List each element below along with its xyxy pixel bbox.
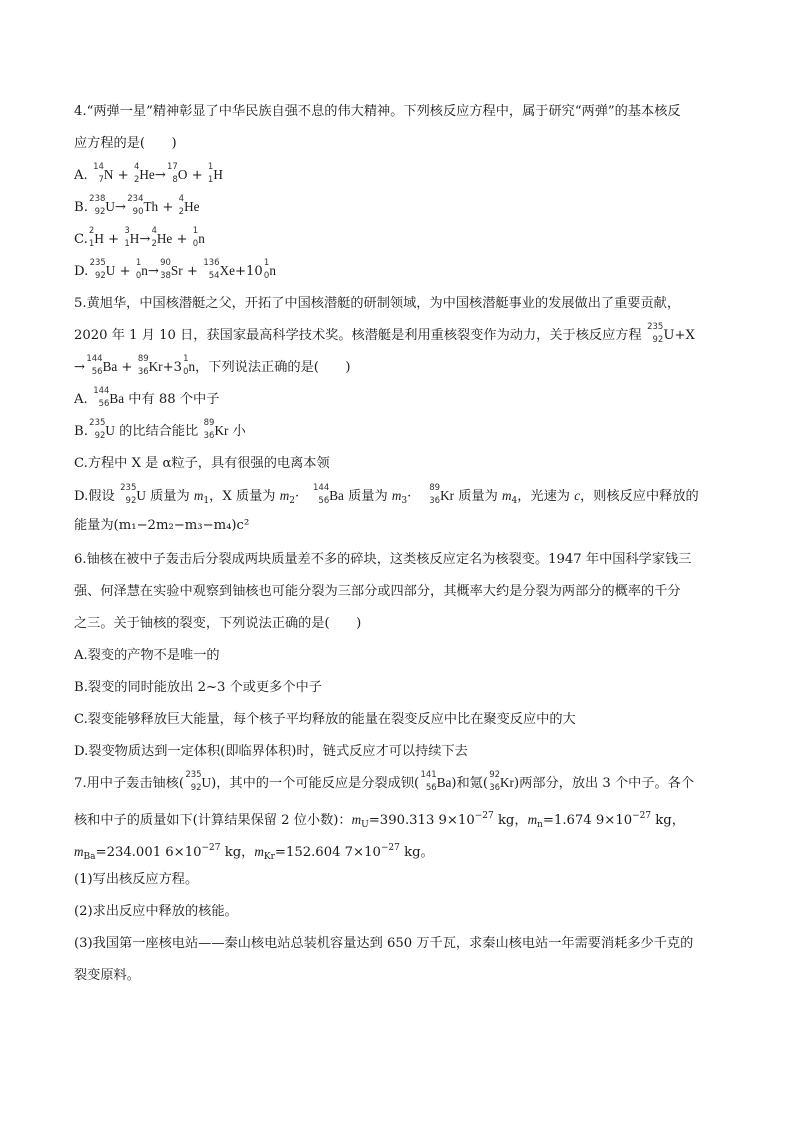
atomic-number: 92 (94, 206, 106, 217)
mass-number: 1 (207, 162, 214, 172)
atomic-number: 1 (124, 238, 130, 249)
mass-number: 234 (127, 194, 144, 204)
atomic-number: 54 (208, 270, 220, 281)
mass-number: 2 (88, 226, 95, 236)
element-symbol: Ba (109, 391, 125, 406)
atomic-number: 2 (178, 206, 185, 217)
atomic-number: 92 (125, 495, 137, 506)
mass-number: 92 (489, 770, 501, 780)
mass-number: 238 (89, 194, 106, 204)
mass-number: 235 (185, 770, 202, 780)
element-symbol: U (105, 263, 116, 278)
nuclide-ba144 (92, 386, 125, 409)
atomic-number: 1 (88, 238, 95, 249)
element-symbol: Kr (148, 359, 163, 374)
q6-stem-line1: 6.铀核在被中子轰击后分裂成两块质量差不多的碎块，这类核反应定名为核裂变。1947 年中国科学家钱三 (74, 552, 692, 567)
nuclide-th234 (126, 194, 159, 217)
atomic-number: 56 (98, 398, 110, 409)
nuclide-h1 (207, 162, 223, 185)
element-symbol: Xe (219, 263, 235, 278)
q5-stem-line1: 5.黄旭华，中国核潜艇之父，开拓了中国核潜艇的研制领域，为中国核潜艇事业的发展做出了重要贡献， (74, 296, 681, 311)
atomic-number: 36 (429, 495, 441, 506)
nuclide-kr89 (202, 418, 229, 441)
q5-option-d-line2: 能量为(m₁−2m₂−m₃−m₄)c² (74, 518, 250, 533)
q5-stem-line2: 2020 年 1 月 10 日，获国家最高科学技术奖。核潜艇是利用重核裂变作为动力，关于核反应方程 235 92 U+X (74, 322, 695, 345)
mass-number: 235 (647, 322, 664, 332)
element-symbol: Kr (440, 488, 455, 503)
q7-sub1: (1)写出核反应方程。 (74, 872, 199, 887)
mass-number: 89 (429, 483, 441, 493)
nuclide-he4 (150, 226, 173, 249)
nuclide-u235 (646, 322, 664, 345)
mass-number: 89 (203, 418, 215, 428)
mass-number: 141 (420, 770, 437, 780)
element-symbol: H (213, 167, 223, 182)
nuclide-h2 (88, 226, 104, 249)
q5-option-a: A. 144 56 Ba 中有 88 个中子 (74, 386, 220, 409)
atomic-number: 92 (94, 270, 106, 281)
atomic-number: 92 (652, 334, 664, 345)
atomic-number: 36 (489, 782, 501, 793)
element-symbol: Kr (500, 775, 514, 790)
q7-stem-line1: 7.用中子轰击铀核( 235 92 U)，其中的一个可能反应是分裂成钡( 141 56 Ba)和氪( 92 36 Kr)两部分，放出 3 个中子。各个 (74, 770, 695, 793)
q6-option-b: B.裂变的同时能放出 2~3 个或更多个中子 (74, 680, 322, 695)
nuclide-he4 (178, 194, 200, 217)
element-symbol: U (105, 423, 115, 438)
nuclide-kr89 (428, 483, 455, 506)
mass-number: 4 (151, 226, 157, 236)
element-symbol: H (129, 231, 140, 246)
atomic-number: 0 (183, 366, 189, 377)
element-symbol: He (156, 231, 173, 246)
nuclide-u235 (88, 418, 115, 441)
mass-number: 14 (93, 162, 104, 172)
nuclide-sr90 (159, 258, 183, 281)
q6-option-c: C.裂变能够释放巨大能量，每个核子平均释放的能量在裂变反应中比在聚变反应中的大 (74, 712, 576, 727)
atomic-number: 1 (207, 174, 214, 185)
mass-number: 4 (133, 162, 140, 172)
atomic-number: 56 (91, 366, 103, 377)
element-symbol: Ba (329, 488, 344, 503)
mass-number: 89 (137, 354, 149, 364)
nuclide-xe136 (202, 258, 235, 281)
mass-number: 1 (135, 258, 142, 268)
element-symbol: N (103, 167, 114, 182)
element-symbol: H (94, 231, 104, 246)
nuclide-n1 (263, 258, 276, 281)
element-symbol: He (139, 167, 155, 182)
mass-number: 144 (313, 483, 330, 493)
nuclide-u235 (184, 770, 212, 793)
atomic-number: 7 (98, 174, 104, 185)
atomic-number: 92 (94, 430, 106, 441)
nuclide-u238 (88, 194, 115, 217)
element-symbol: He (184, 199, 200, 214)
element-symbol: n (198, 231, 205, 246)
atomic-number: 90 (132, 206, 144, 217)
q4-option-a: A. 14 7 N + 4 2 He→ 17 8 O + 1 1 H (74, 162, 223, 185)
nuclide-u235 (119, 483, 146, 506)
nuclide-kr89 (137, 354, 163, 377)
q7-stem-line3: $m_{Ba}=234.001$ $6\times 10^{-27}$ kg，$m_{Kr}=152.604$ $7\times 10^{-27}$ kg。 (74, 843, 434, 862)
mass-number: 136 (203, 258, 220, 268)
q5-stem-line3: → 144 56 Ba + 89 36 Kr+3 1 0 n，下列说法正确的是( ) (74, 354, 351, 377)
q5-option-d-line1: D.假设 235 92 U 质量为 $m_1$，X 质量为 $m_2\cdot$ 144 56 Ba 质量为 $m_3\cdot$ 89 36 Kr 质量为 $m_4$，光速为 c，则核反应中释放的 (74, 483, 699, 506)
q7-sub3-line1: (3)我国第一座核电站——秦山核电站总装机容量达到 650 万千瓦，求秦山核电站一年需要消耗多少千克的 (74, 936, 694, 951)
element-symbol: O (177, 167, 188, 182)
mass-number: 90 (160, 258, 171, 268)
atomic-number: 0 (263, 270, 270, 281)
element-symbol: Sr (170, 263, 183, 278)
q7-sub3-line2: 裂变原料。 (74, 968, 140, 983)
mass-number: 4 (178, 194, 185, 204)
q6-stem-line3: 之三。关于铀核的裂变，下列说法正确的是( ) (74, 616, 362, 631)
atomic-number: 36 (137, 366, 149, 377)
nuclide-n1 (182, 354, 196, 377)
nuclide-n14 (92, 162, 114, 185)
mass-number: 3 (124, 226, 130, 236)
element-symbol: n (188, 359, 196, 374)
q4-option-d: D. 235 92 U + 1 0 n→ 90 38 Sr + 136 54 Xe+10 1 0 n (74, 258, 276, 281)
q4-option-b: B. 238 92 U→ 234 90 Th + 4 2 He (74, 194, 200, 217)
atomic-number: 56 (425, 782, 437, 793)
nuclide-kr92 (488, 770, 514, 793)
atomic-number: 2 (133, 174, 140, 185)
atomic-number: 2 (151, 238, 157, 249)
mass-number: 144 (93, 386, 110, 396)
mass-number: 1 (183, 354, 189, 364)
element-symbol: n (141, 263, 148, 278)
q5-option-b: B. 235 92 U 的比结合能比 89 36 Kr 小 (74, 418, 246, 441)
mass-number: 1 (192, 226, 199, 236)
q4-stem-line2: 应方程的是( ) (74, 136, 177, 151)
mass-number: 17 (167, 162, 178, 172)
element-symbol: U (105, 199, 115, 214)
mass-number: 235 (120, 483, 137, 493)
atomic-number: 0 (192, 238, 199, 249)
q4-option-c: C. 2 1 H + 3 1 H→ 4 2 He + 1 0 n (74, 226, 205, 249)
nuclide-h3 (123, 226, 140, 249)
q6-option-a: A.裂变的产物不是唯一的 (74, 648, 220, 663)
mass-number: 1 (263, 258, 270, 268)
nuclide-ba144 (85, 354, 118, 377)
atomic-number: 36 (203, 430, 215, 441)
mass-number: 235 (89, 258, 106, 268)
atomic-number: 0 (135, 270, 142, 281)
atomic-number: 56 (318, 495, 330, 506)
element-symbol: Kr (214, 423, 229, 438)
element-symbol: Ba (102, 359, 118, 374)
q6-stem-line2: 强、何泽慧在实验中观察到铀核也可能分裂为三部分或四部分，其概率大约是分裂为两部分的概率的千分 (74, 584, 681, 599)
element-symbol: Th (143, 199, 159, 214)
nuclide-n1 (192, 226, 205, 249)
mass-number: 144 (86, 354, 103, 364)
element-symbol: U (136, 488, 146, 503)
nuclide-ba144 (312, 483, 344, 506)
element-symbol: U (201, 775, 212, 790)
element-symbol: n (269, 263, 276, 278)
atomic-number: 8 (172, 174, 178, 185)
nuclide-o17 (166, 162, 188, 185)
q5-option-c: C.方程中 X 是 α粒子，具有很强的电离本领 (74, 456, 330, 471)
atomic-number: 38 (160, 270, 171, 281)
nuclide-ba141 (419, 770, 452, 793)
nuclide-he4 (133, 162, 155, 185)
nuclide-n1 (135, 258, 148, 281)
mass-number: 235 (89, 418, 106, 428)
nuclide-u235 (88, 258, 116, 281)
q6-option-d: D.裂变物质达到一定体积(即临界体积)时，链式反应才可以持续下去 (74, 744, 468, 759)
atomic-number: 92 (190, 782, 202, 793)
q7-sub2: (2)求出反应中释放的核能。 (74, 904, 238, 919)
element-symbol: Ba (436, 775, 452, 790)
q7-stem-line2: 核和中子的质量如下(计算结果保留 2 位小数)：$m_U=390.313$ $9\times 10^{-27}$ kg，$m_n=1.674$ $9\times 10^{-27}$ kg， (74, 811, 685, 830)
q4-stem-line1: 4.“两弹一星”精神彰显了中华民族自强不息的伟大精神。下列核反应方程中，属于研究“两弹”的基本核反 (74, 104, 681, 119)
